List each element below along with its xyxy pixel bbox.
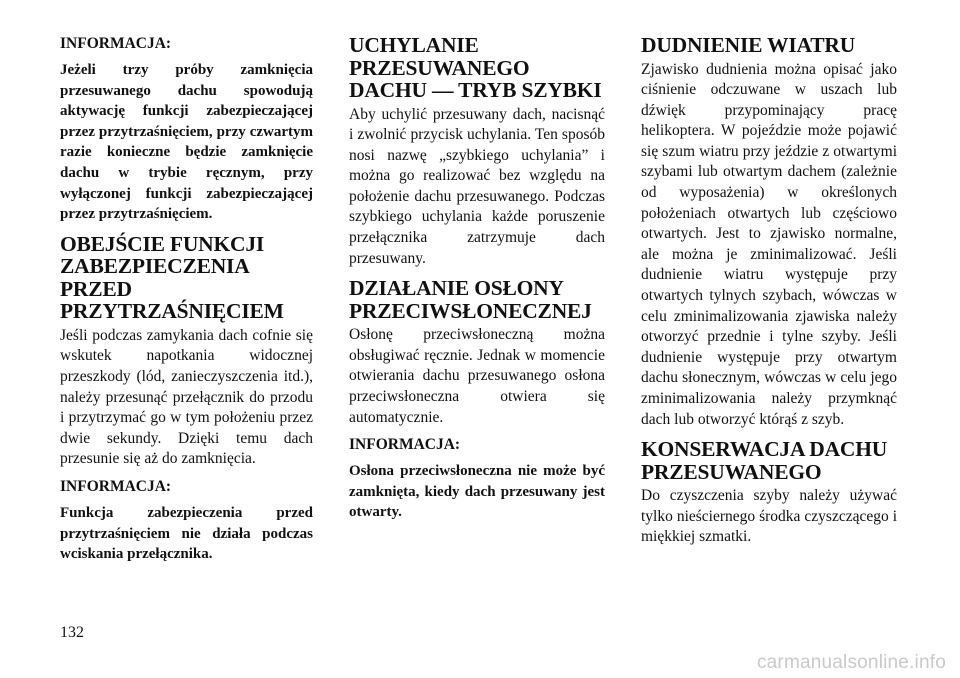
- note-heading: INFORMACJA:: [349, 436, 461, 454]
- section-text: Aby uchylić przesuwany dach, nacisnąć i zwolnić przycisk uchylania. Ten sposób nosi nazwę „szybkiego uchylania” i można go realizować bez względu na położenie dachu przesuwanego. Podczas szybkiego uchylania każde poruszenie przełącznika zatrzymuje dach przesuwany.: [349, 105, 605, 267]
- watermark: carmanualsonline.info: [756, 652, 946, 673]
- section-text: Zjawisko dudnienia można opisać jako ciśnienie odczuwane w uszach lub dźwięk przypominający pracę helikoptera. W pojeździe może pojawić się szum wiatru przy jeździe z otwartymi szybami lub otwartym dachem (zależnie od wyposażenia) w określonych położeniach otwartych lub częściowo otwartych. Jest to zjawisko normalne, ale można je zminimalizować. Jeśli dudnienie wiatru występuje przy otwartych tylnych szybach, wówczas w celu zminimalizowania zjawiska należy otworzyć przednie i tylne szyby. Jeśli dudnienie występuje przy otwartym dachu słonecznym, wówczas w celu jego zminimalizowania należy przymknąć dach lub otworzyć którąś z szyb.: [641, 60, 897, 428]
- section-heading: OBEJŚCIE FUNKCJI ZABEZPIECZENIA PRZED PRZYTRZAŚNIĘCIEM: [60, 231, 284, 324]
- section-text: Do czyszczenia szyby należy używać tylko nieściernego środka czyszczącego i miękkiej szmatki.: [641, 487, 897, 546]
- page-number: 132: [60, 624, 84, 641]
- column-1: [60, 34, 313, 573]
- column-2: [349, 34, 605, 531]
- section-heading: KONSERWACJA DACHU PRZESUWANEGO: [641, 437, 888, 484]
- note-text: Jeżeli trzy próby zamknięcia przesuwanego dachu spowodują aktywację funkcji zabezpieczającej przez przytrzaśnięciem, przy czwartym razie konieczne będzie zamknięcie dachu w trybie ręcznym, przy wyłączonej funkcji zabezpieczającej przez przytrzaśnięciem.: [60, 62, 313, 223]
- note-text: Funkcja zabezpieczenia przed przytrzaśnięciem nie działa podczas wciskania przełącznika.: [60, 504, 313, 563]
- section-heading: UCHYLANIE PRZESUWANEGO DACHU — TRYB SZYBKI: [349, 33, 602, 102]
- section-heading: DZIAŁANIE OSŁONY PRZECIWSŁONECZNEJ: [349, 276, 592, 323]
- section-text: Jeśli podczas zamykania dach cofnie się wskutek napotkania widocznej przeszkody (lód, zanieczyszczenia itd.), należy przesunąć przełącznik do przodu i przytrzymać go w tym położeniu przez dwie sekundy. Dzięki temu dach przesunie się aż do zamknięcia.: [60, 326, 313, 468]
- note-text: Osłona przeciwsłoneczna nie może być zamknięta, kiedy dach przesuwany jest otwarty.: [349, 463, 605, 521]
- section-text: Osłonę przeciwsłoneczną można obsługiwać ręcznie. Jednak w momencie otwierania dachu przesuwanego osłona przeciwsłoneczna otwiera się automatycznie.: [349, 326, 605, 426]
- note-heading: INFORMACJA:: [60, 477, 172, 495]
- note-heading: INFORMACJA:: [60, 35, 172, 52]
- column-3: [641, 34, 897, 555]
- section-heading: DUDNIENIE WIATRU: [641, 33, 856, 57]
